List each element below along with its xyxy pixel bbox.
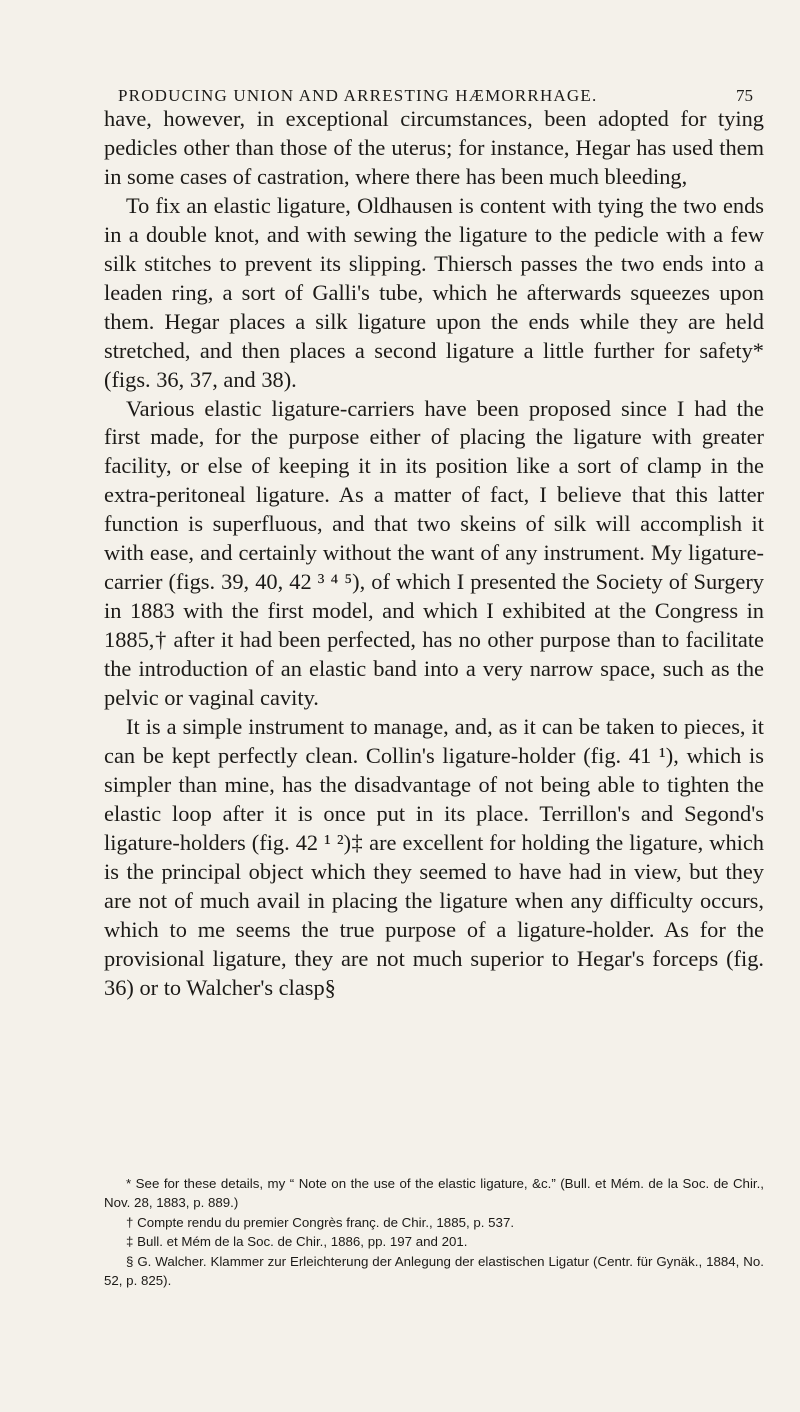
paragraph: have, however, in exceptional circumstances, been adopted for tying pedicles other than those of the uterus; for instance, Hegar has used them in some cases of castration, where there has been much bleeding, (104, 106, 764, 189)
footnote: * See for these details, my “ Note on the use of the elastic ligature, &c.” (Bull. et Mém. de la Soc. de Chir., Nov. 28, 1883, p. 889.) (104, 1176, 764, 1211)
paragraph: It is a simple instrument to manage, and, as it can be taken to pieces, it can be kept perfectly clean. Collin's ligature-holder (fig. 41 ¹), which is simpler than mine, has the disadvantage of not being able to tighten the elastic loop after it is once put in its place. Terrillon's and Segond's ligature-holders (fig. 42 ¹ ²)‡ are excellent for holding the ligature, which is the principal object which they seemed to have had in view, but they are not of much avail in placing the ligature when any difficulty occurs, which to me seems the true purpose of a ligature-holder. As for the provisional ligature, they are not much superior to Hegar's forceps (fig. 36) or to Walcher's clasp§ (104, 714, 764, 1000)
footnote: † Compte rendu du premier Congrès franç. de Chir., 1885, p. 537. (126, 1214, 515, 1230)
footnotes (104, 1174, 764, 1290)
body-text (104, 105, 764, 1003)
footnote: ‡ Bull. et Mém de la Soc. de Chir., 1886, pp. 197 and 201. (126, 1234, 468, 1250)
paragraph: To fix an elastic ligature, Oldhausen is content with tying the two ends in a double knot, and with sewing the ligature to the pedicle with a few silk stitches to prevent its slipping. Thiersch passes the two ends into a leaden ring, a sort of Galli's tube, which he afterwards squeezes upon them. Hegar places a silk ligature upon the ends while they are held stretched, and then places a second ligature a little further for safety* (figs. 36, 37, and 38). (104, 192, 764, 392)
page-number: 75 (736, 86, 753, 105)
paragraph: Various elastic ligature-carriers have been proposed since I had the first made, for the purpose either of placing the ligature with greater facility, or else of keeping it in its position like a sort of clamp in the extra-peritoneal ligature. As a matter of fact, I believe that this latter function is superfluous, and that two skeins of silk will accomplish it with ease, and certainly without the want of any instrument. My ligature-carrier (figs. 39, 40, 42 ³ ⁴ ⁵), of which I presented the Society of Surgery in 1883 with the first model, and which I exhibited at the Congress in 1885,† after it had been perfected, has no other purpose than to facilitate the introduction of an elastic band into a very narrow space, such as the pelvic or vaginal cavity. (104, 395, 764, 711)
footnote: § G. Walcher. Klammer zur Erleichterung der Anlegung der elastischen Ligatur (Centr. für Gynäk., 1884, No. 52, p. 825). (104, 1253, 764, 1289)
running-title: PRODUCING UNION AND ARRESTING HÆMORRHAGE. (118, 86, 598, 105)
